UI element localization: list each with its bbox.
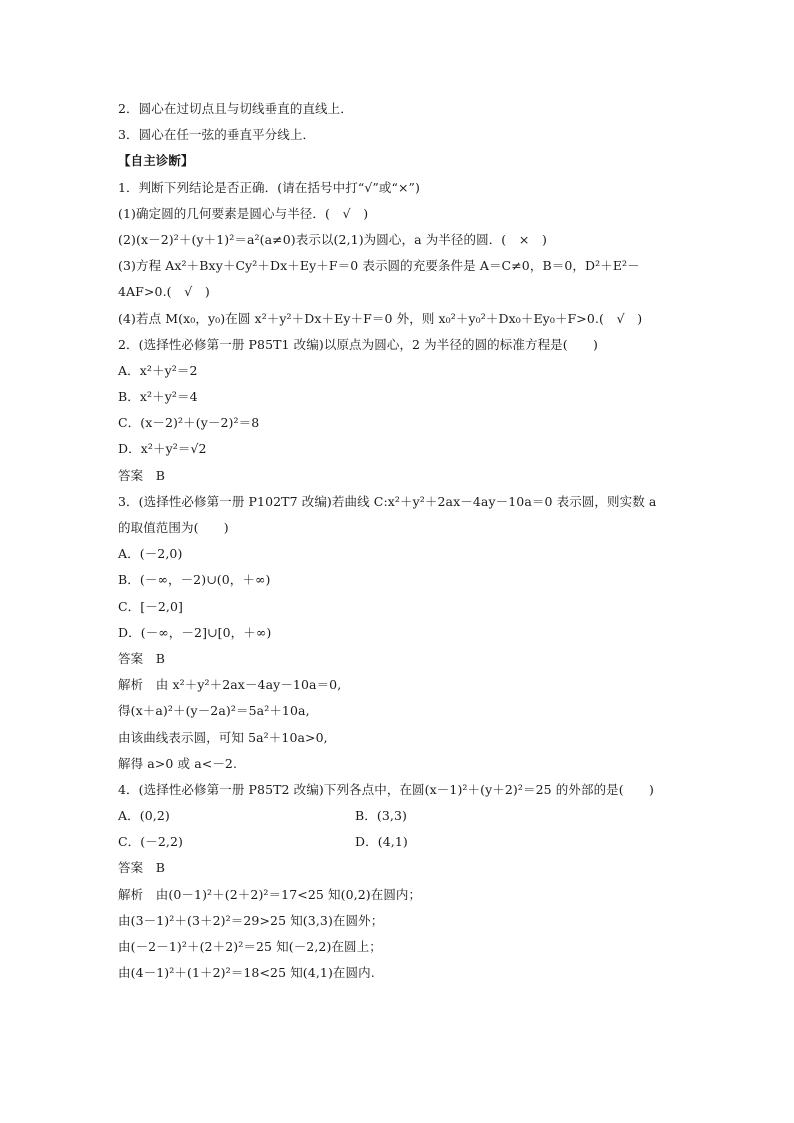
- question-1: 1．判断下列结论是否正确．(请在括号中打“√”或“×”): [118, 179, 421, 195]
- option-d: D．(4,1): [355, 834, 408, 850]
- answer: 答案 B: [118, 860, 166, 876]
- statement-1: (1)确定圆的几何要素是圆心与半径．( √ ): [118, 205, 369, 221]
- option-b: B．x²＋y²＝4: [118, 389, 198, 405]
- statement-4: (4)若点 M(x₀，y₀)在圆 x²＋y²＋Dx＋Ey＋F＝0 外，则 x₀²＋y₀²＋Dx₀＋Ey₀＋F>0.( √ ): [118, 310, 643, 326]
- answer: 答案 B: [118, 650, 166, 666]
- option-a: A．(0,2): [118, 808, 170, 824]
- analysis: 解析 由(0－1)²＋(2＋2)²＝17<25 知(0,2)在圆内；: [118, 886, 422, 902]
- text-line: 2．圆心在过切点且与切线垂直的直线上．: [118, 101, 353, 116]
- statement-2: (2)(x－2)²＋(y＋1)²＝a²(a≠0)表示以(2,1)为圆心，a 为半径的圆．( × ): [118, 231, 548, 247]
- option-d: D．(－∞，－2]∪[0，＋∞): [118, 624, 272, 640]
- question-2: 2．(选择性必修第一册 P85T1 改编)以原点为圆心，2 为半径的圆的标准方程是( ): [118, 336, 598, 352]
- analysis-line: 得(x＋a)²＋(y－2a)²＝5a²＋10a,: [118, 703, 310, 719]
- option-a: A．x²＋y²＝2: [118, 362, 198, 378]
- option-a: A．(－2,0): [118, 546, 183, 562]
- option-c: C．[－2,0]: [118, 598, 183, 614]
- document-body: [118, 96, 688, 986]
- option-c: C．(－2,2): [118, 834, 183, 850]
- analysis-line: 由(－2－1)²＋(2＋2)²＝25 知(－2,2)在圆上；: [118, 939, 382, 954]
- statement-3: (3)方程 Ax²＋Bxy＋Cy²＋Dx＋Ey＋F＝0 表示圆的充要条件是 A＝C≠0，B＝0，D²＋E²－: [118, 258, 640, 274]
- option-c: C．(x－2)²＋(y－2)²＝8: [118, 415, 260, 431]
- analysis-line: 由该曲线表示圆，可知 5a²＋10a>0,: [118, 729, 328, 745]
- answer: 答案 B: [118, 467, 166, 483]
- option-d: D．x²＋y²＝√2: [118, 441, 207, 457]
- analysis-line: 解得 a>0 或 a<－2.: [118, 755, 238, 771]
- analysis-line: 由(3－1)²＋(3＋2)²＝29>25 知(3,3)在圆外；: [118, 912, 384, 928]
- section-heading: 【自主诊断】: [118, 153, 194, 169]
- analysis: 解析 由 x²＋y²＋2ax－4ay－10a＝0,: [118, 677, 342, 693]
- option-b: B．(－∞，－2)∪(0，＋∞): [118, 572, 271, 588]
- option-b: B．(3,3): [355, 808, 408, 824]
- question-4: 4．(选择性必修第一册 P85T2 改编)下列各点中，在圆(x－1)²＋(y＋2)²＝25 的外部的是( ): [118, 781, 654, 797]
- statement-3-cont: 4AF>0.( √ ): [118, 284, 210, 300]
- options-row: [118, 829, 688, 855]
- question-3: 3．(选择性必修第一册 P102T7 改编)若曲线 C:x²＋y²＋2ax－4ay－10a＝0 表示圆，则实数 a: [118, 493, 657, 509]
- analysis-line: 由(4－1)²＋(1＋2)²＝18<25 知(4,1)在圆内.: [118, 965, 375, 981]
- text-line: 3．圆心在任一弦的垂直平分线上．: [118, 127, 316, 143]
- options-row: [118, 803, 688, 829]
- question-3-cont: 的取值范围为( ): [118, 520, 229, 535]
